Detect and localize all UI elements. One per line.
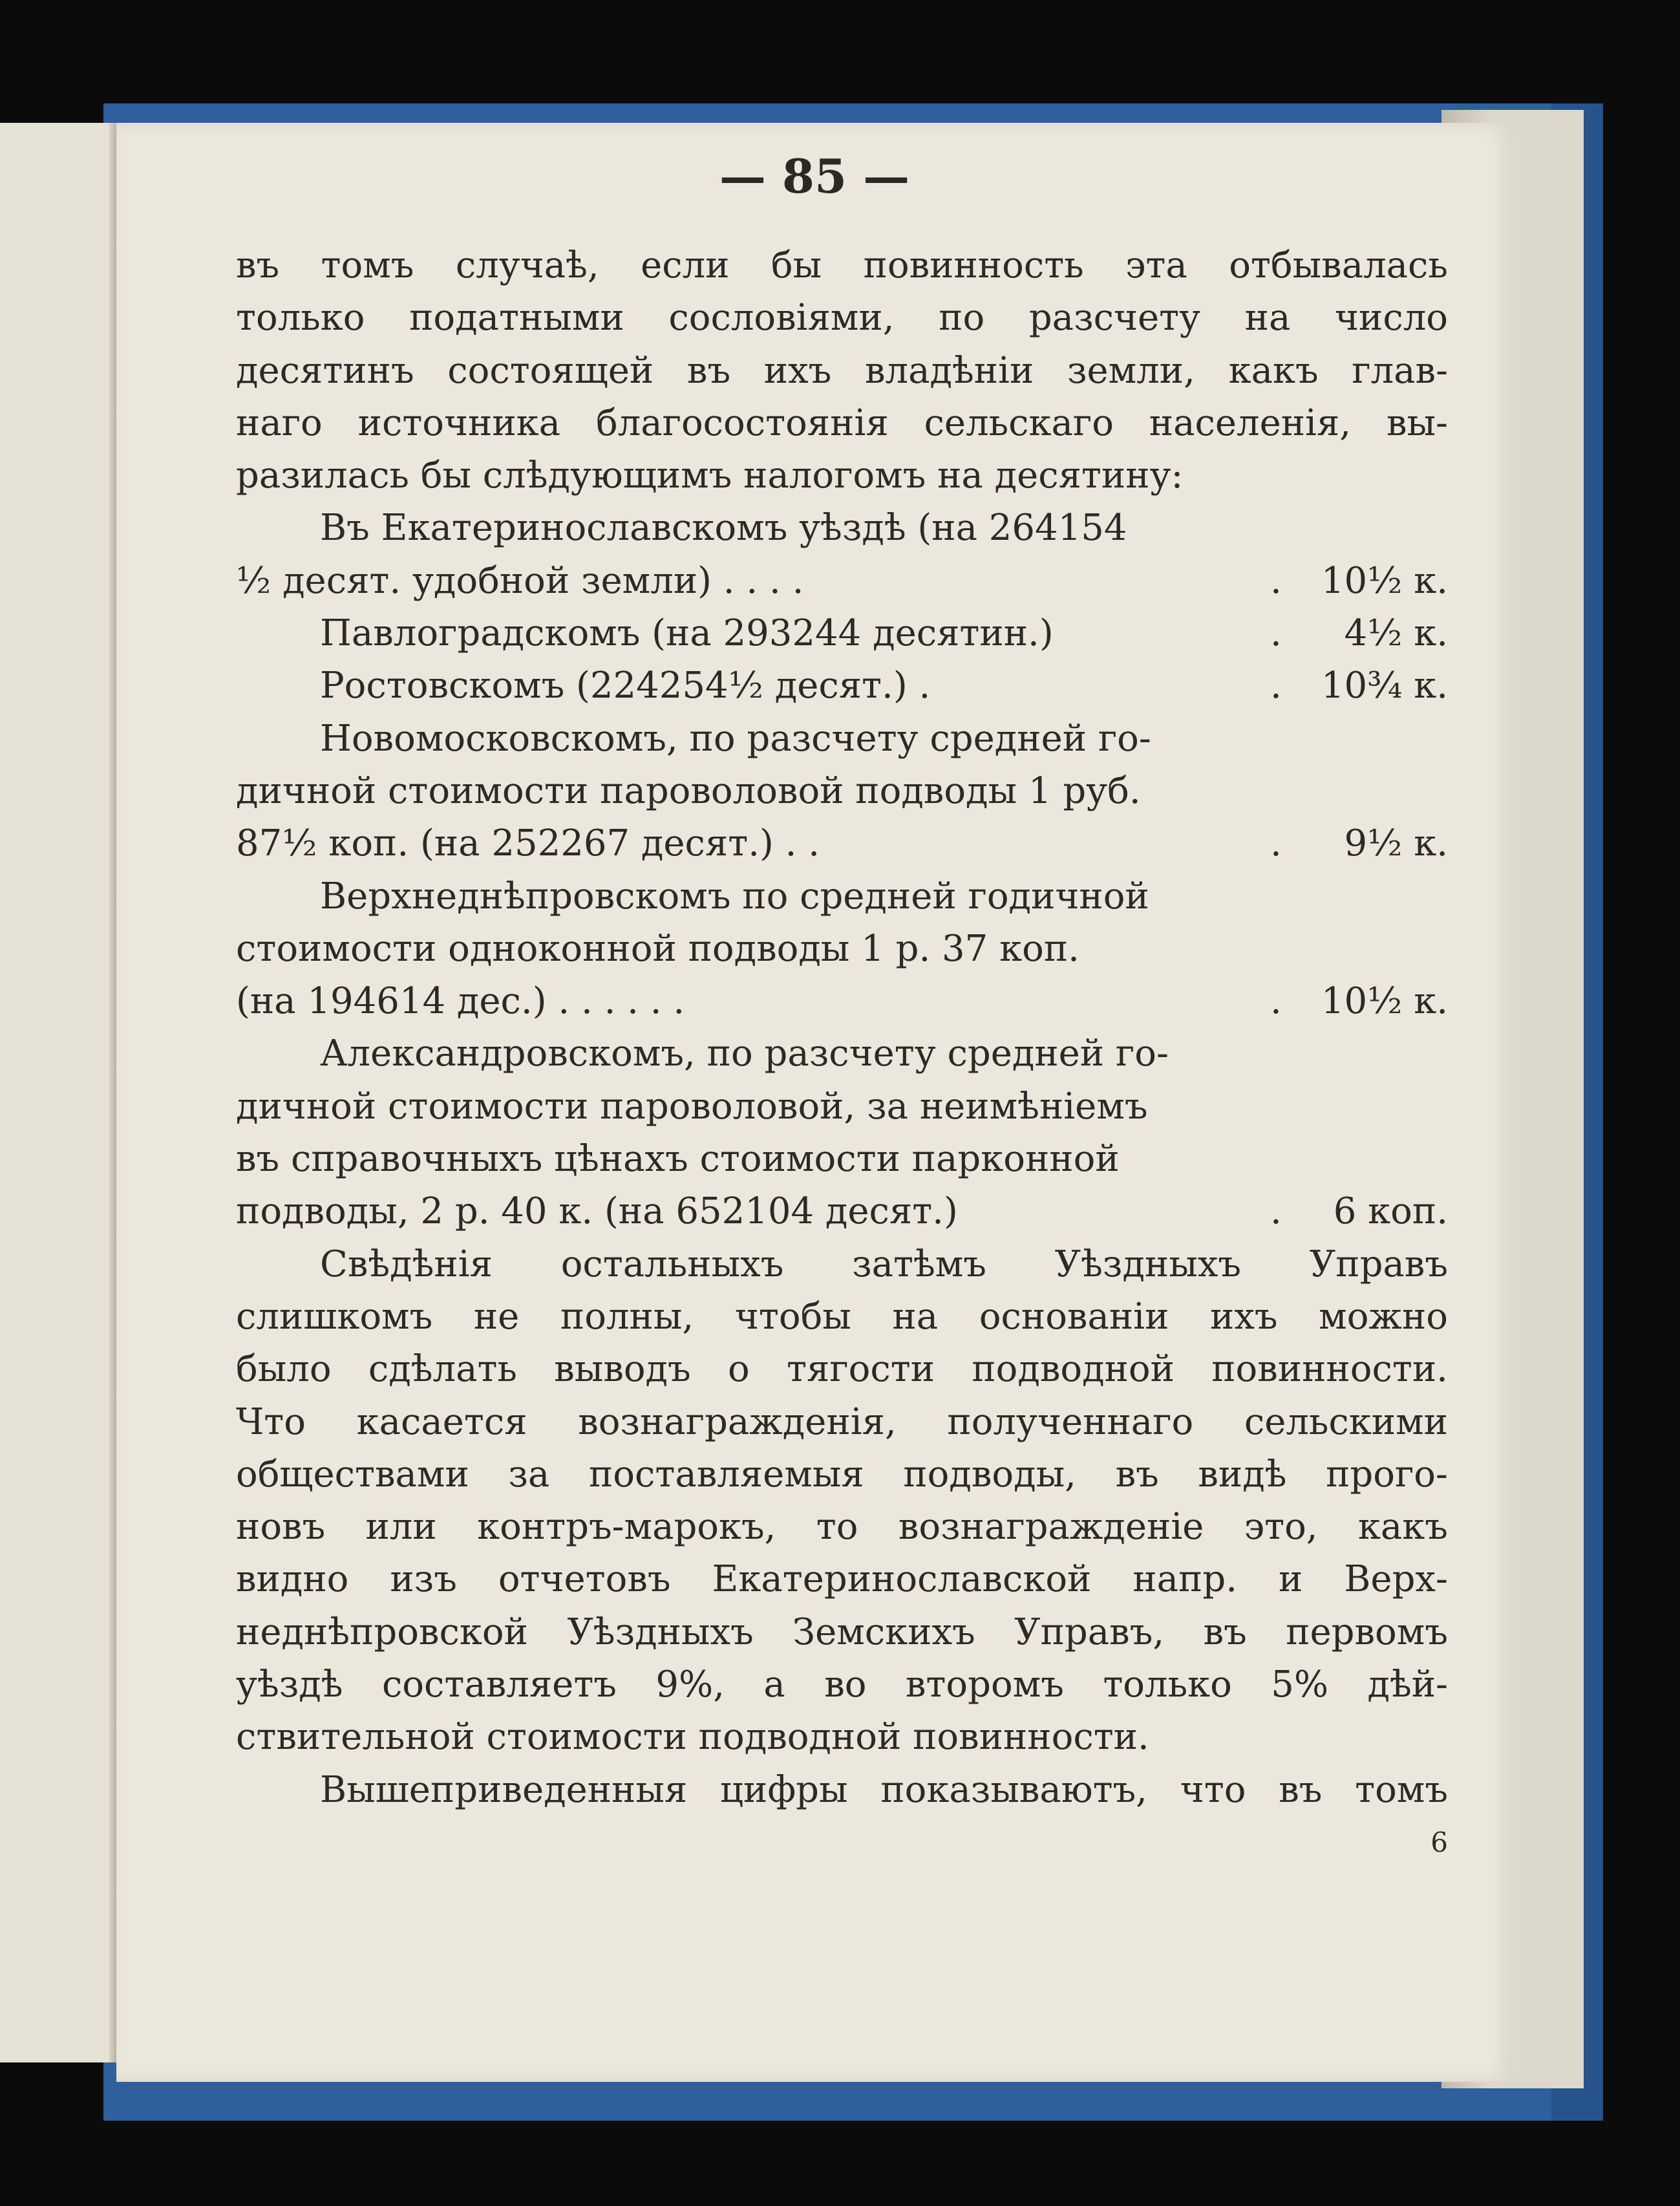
line-text: дичной стоимости пароволовой подводы 1 руб. (236, 769, 1141, 812)
line-text: Въ Екатеринославскомъ уѣздѣ (на 264154 (320, 507, 1127, 550)
word: касается (356, 1400, 527, 1443)
word: напр. (1132, 1558, 1238, 1601)
word: бы (771, 244, 822, 286)
word: число (1335, 297, 1448, 339)
word: ихъ (763, 349, 832, 392)
word: податными (409, 297, 624, 339)
word: полны, (560, 1295, 694, 1338)
word: на (1244, 297, 1291, 339)
word: остальныхъ (560, 1243, 784, 1285)
word: Свѣдѣнія (320, 1243, 493, 1285)
word: о (727, 1348, 750, 1391)
word: Уѣздныхъ (1054, 1243, 1242, 1285)
word: Управъ, (1014, 1611, 1165, 1653)
line-text: Ростовскомъ (224254½ десят.) . (320, 665, 931, 707)
word: чтобы (734, 1295, 851, 1338)
word: глав- (1352, 349, 1448, 392)
text-line (236, 449, 1448, 502)
entry-line (236, 765, 1448, 817)
word: только (236, 297, 365, 339)
tax-value: . 6 коп. (1270, 1190, 1448, 1233)
text-line (236, 1606, 1448, 1658)
line-text: разилась бы слѣдующимъ налогомъ на десятину: (236, 455, 1184, 497)
text-line (236, 345, 1448, 397)
signature-line (236, 1816, 1448, 1869)
word: изъ (390, 1558, 457, 1601)
word: первомъ (1286, 1611, 1448, 1653)
word: показываютъ, (880, 1768, 1147, 1811)
entry-line (236, 1080, 1448, 1133)
word: Что (236, 1400, 306, 1443)
word: въ (1279, 1768, 1323, 1811)
word: затѣмъ (852, 1243, 986, 1285)
word: и (1278, 1558, 1303, 1601)
word: слишкомъ (236, 1295, 433, 1338)
text-line (236, 397, 1448, 449)
word: вы- (1386, 402, 1448, 444)
line-text: 87½ коп. (на 252267 десят.) . . (236, 822, 820, 865)
text-line (236, 1764, 1448, 1816)
word: неднѣпровской (236, 1611, 528, 1653)
text-line (236, 1501, 1448, 1553)
word: Верх- (1344, 1558, 1448, 1601)
line-text: подводы, 2 р. 40 к. (на 652104 десят.) (236, 1190, 958, 1233)
word: то (816, 1506, 858, 1548)
word: за (508, 1453, 550, 1495)
word: земли, (1067, 349, 1195, 392)
word: составляетъ (381, 1664, 617, 1706)
text-line (236, 1448, 1448, 1501)
line-text: Павлоградскомъ (на 293244 десятин.) (320, 612, 1054, 655)
word: цифры (720, 1768, 848, 1811)
page-number: — 85 — (719, 149, 910, 204)
word: подводы, (903, 1453, 1076, 1495)
entry-line (236, 659, 1448, 712)
word: или (365, 1506, 437, 1548)
word: вознагражденія, (578, 1400, 897, 1443)
word: было (236, 1348, 332, 1391)
word: второмъ (905, 1664, 1064, 1706)
word: сословіями, (668, 297, 895, 339)
word: Екатеринославской (712, 1558, 1092, 1601)
word: какъ (1357, 1506, 1448, 1548)
word: если (641, 244, 730, 286)
word: томъ (1355, 1768, 1448, 1811)
tax-value: . 10½ к. (1270, 559, 1448, 602)
word: населенія, (1149, 402, 1352, 444)
previous-page-edge (0, 123, 120, 2062)
word: новъ (236, 1506, 326, 1548)
word: какъ (1228, 349, 1319, 392)
line-text: ствительной стоимости подводной повинности. (236, 1716, 1149, 1759)
tax-value: . 9½ к. (1270, 822, 1448, 865)
word: поставляемыя (588, 1453, 864, 1495)
word: Вышеприведенныя (320, 1768, 688, 1811)
word: можно (1319, 1295, 1448, 1338)
word: полученнаго (947, 1400, 1194, 1443)
word: выводъ (554, 1348, 691, 1391)
entry-line (236, 1185, 1448, 1237)
word: благосостоянія (595, 402, 889, 444)
book-page (116, 123, 1513, 2082)
word: только (1103, 1664, 1232, 1706)
signature-mark: 6 (1430, 1826, 1448, 1858)
word: сельскими (1244, 1400, 1448, 1443)
word: эта (1125, 244, 1187, 286)
text-line (236, 1658, 1448, 1711)
tax-value: . 10¾ к. (1270, 665, 1448, 707)
line-text: Александровскомъ, по разсчету средней го- (320, 1033, 1169, 1075)
word: десятинъ (236, 349, 414, 392)
tax-value: . 10½ к. (1270, 980, 1448, 1023)
word: Земскихъ (792, 1611, 975, 1653)
word: повинность (863, 244, 1084, 286)
entry-line (236, 555, 1448, 607)
entry-line (236, 817, 1448, 870)
line-text: Верхнеднѣпровскомъ по средней годичной (320, 875, 1149, 917)
word: отбывалась (1229, 244, 1448, 286)
text-line (236, 292, 1448, 344)
word: Управъ (1309, 1243, 1448, 1285)
word: тягости (786, 1348, 935, 1391)
word: 9%, (655, 1664, 725, 1706)
word: не (473, 1295, 520, 1338)
tax-value: . 4½ к. (1270, 612, 1448, 655)
text-line (236, 1343, 1448, 1395)
word: обществами (236, 1453, 469, 1495)
word: на (892, 1295, 939, 1338)
word: отчетовъ (498, 1558, 671, 1601)
entry-line (236, 502, 1448, 554)
entry-line (236, 1133, 1448, 1185)
word: сельскаго (924, 402, 1114, 444)
text-line (236, 1290, 1448, 1343)
word: случаѣ, (455, 244, 599, 286)
word: а (763, 1664, 785, 1706)
text-line (236, 1238, 1448, 1290)
word: томъ (321, 244, 414, 286)
word: что (1180, 1768, 1246, 1811)
word: дѣй- (1367, 1664, 1448, 1706)
line-text: дичной стоимости пароволовой, за неимѣніемъ (236, 1085, 1148, 1128)
text-line (236, 239, 1448, 292)
entry-line (236, 923, 1448, 975)
line-text: стоимости одноконной подводы 1 р. 37 коп. (236, 927, 1079, 970)
entry-line (236, 1027, 1448, 1080)
word: въ (1115, 1453, 1159, 1495)
word: наго (236, 402, 323, 444)
word: въ (236, 244, 280, 286)
text-line (236, 1396, 1448, 1448)
word: владѣніи (864, 349, 1034, 392)
line-text: ½ десят. удобной земли) . . . . (236, 559, 804, 602)
word: источника (357, 402, 561, 444)
word: въ (686, 349, 731, 392)
page-text (236, 239, 1448, 1869)
word: 5% (1271, 1664, 1329, 1706)
word: состоящей (447, 349, 654, 392)
text-line (236, 1711, 1448, 1763)
line-text: Новомосковскомъ, по разсчету средней го- (320, 717, 1151, 760)
word: подводной (972, 1348, 1175, 1391)
word: это, (1244, 1506, 1318, 1548)
word: повинности. (1211, 1348, 1448, 1391)
word: видѣ (1198, 1453, 1287, 1495)
text-line (236, 1553, 1448, 1605)
word: въ (1203, 1611, 1247, 1653)
word: видно (236, 1558, 349, 1601)
line-text: въ справочныхъ цѣнахъ стоимости парконной (236, 1138, 1120, 1181)
word: уѣздѣ (236, 1664, 343, 1706)
word: разсчету (1028, 297, 1201, 339)
word: Уѣздныхъ (567, 1611, 754, 1653)
word: прого- (1326, 1453, 1448, 1495)
line-text: (на 194614 дес.) . . . . . . (236, 980, 685, 1023)
word: во (824, 1664, 867, 1706)
word: ихъ (1210, 1295, 1278, 1338)
entry-line (236, 712, 1448, 765)
entry-line (236, 870, 1448, 923)
word: основаніи (979, 1295, 1169, 1338)
word: по (939, 297, 985, 339)
word: сдѣлать (368, 1348, 517, 1391)
word: вознагражденіе (898, 1506, 1204, 1548)
entry-line (236, 975, 1448, 1027)
entry-line (236, 607, 1448, 659)
word: контръ-марокъ, (477, 1506, 776, 1548)
